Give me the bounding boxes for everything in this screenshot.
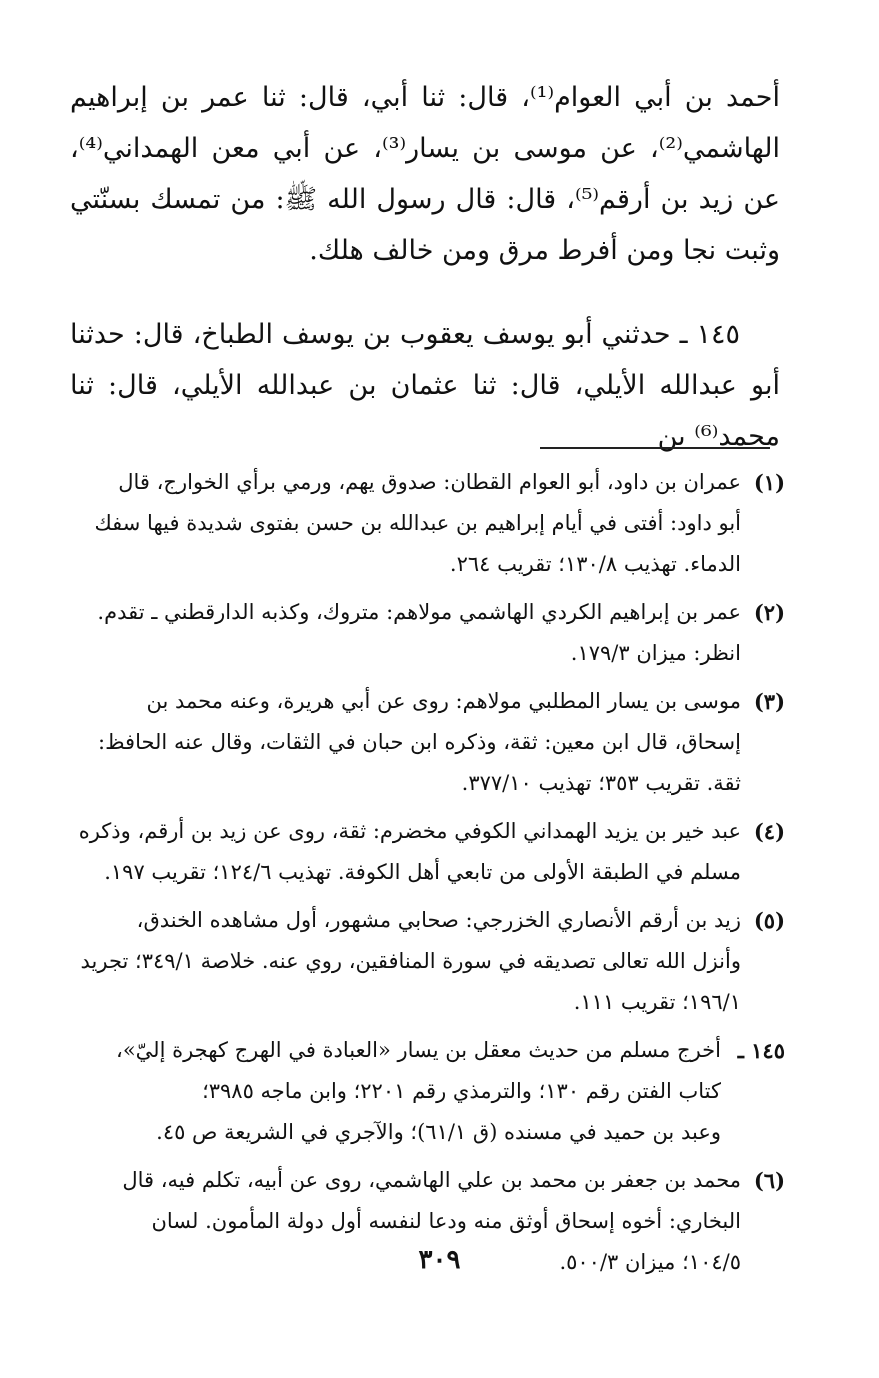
footnote-line: ثقة. تقريب ٣٥٣؛ تهذيب ٣٧٧/١٠.: [461, 771, 741, 795]
footnote-hadith-145: [70, 1030, 785, 1153]
footnote-line: انظر: ميزان ١٧٩/٣.: [570, 641, 741, 665]
footnote-line: وأنزل الله تعالى تصديقه في سورة المنافقين، روي عنه. خلاصة ٣٤٩/١؛ تجريد: [80, 949, 741, 973]
footnote-number: ١٤٥ ـ: [737, 1038, 785, 1063]
footnote-2: [70, 592, 785, 674]
page-number: ٣٠٩: [418, 1245, 461, 1275]
footnote-number: (٢): [753, 600, 785, 625]
footnote-line: محمد بن جعفر بن محمد بن علي الهاشمي، روى عن أبيه، تكلم فيه، قال: [122, 1168, 741, 1192]
footnote-number: (٦): [753, 1168, 785, 1193]
hadith-145-text: ١٤٥ ـ حدثني أبو يوسف يعقوب بن يوسف الطباخ، قال: حدثنا أبو عبدالله الأيلي، قال: ثنا عثمان بن عبدالله الأيلي، قال: ثنا محمد⁽⁶⁾ بن: [70, 319, 780, 452]
footnote-4: [70, 811, 785, 893]
footnote-line: إسحاق، قال ابن معين: ثقة، وذكره ابن حبان في الثقات، وقال عنه الحافظ:: [98, 730, 741, 754]
footnote-number: (٣): [753, 689, 785, 714]
footnote-line: زيد بن أرقم الأنصاري الخزرجي: صحابي مشهور، أول مشاهده الخندق،: [136, 908, 741, 932]
footnote-3: [70, 681, 785, 804]
footnote-line: عمران بن داود، أبو العوام القطان: صدوق يهم، ورمي برأي الخوارج، قال: [118, 470, 741, 494]
footnote-line: عبد خير بن يزيد الهمداني الكوفي مخضرم: ثقة، روى عن زيد بن أرقم، وذكره: [78, 819, 741, 843]
footnote-line: مسلم في الطبقة الأولى من تابعي أهل الكوفة. تهذيب ١٢٤/٦؛ تقريب ١٩٧.: [104, 860, 741, 884]
footnote-5: [70, 900, 785, 1023]
footnote-number: (٤): [753, 819, 785, 844]
footnote-number: (١): [753, 470, 785, 495]
footnote-line: وعبد بن حميد في مسنده (ق ٦١/١)؛ والآجري في الشريعة ص ٤٥.: [156, 1120, 721, 1144]
footnote-line: عمر بن إبراهيم الكردي الهاشمي مولاهم: متروك، وكذبه الدارقطني ـ تقدم.: [97, 600, 741, 624]
hadith-144-text: أحمد بن أبي العوام⁽¹⁾، قال: ثنا أبي، قال: ثنا عمر بن إبراهيم الهاشمي⁽²⁾، عن موسى بن يسار⁽³⁾، عن أبي معن الهمداني⁽⁴⁾، عن زيد بن أرقم⁽⁵⁾، قال: قال رسول الله ﷺ: من تمسك بسنّتي وثبت نجا ومن أفرط مرق ومن خالف هلك.: [70, 82, 780, 266]
footnote-1: [70, 462, 785, 585]
footnote-line: أخرج مسلم من حديث معقل بن يسار «العبادة في الهرج كهجرة إليّ»،: [116, 1038, 721, 1062]
footnote-line: الدماء. تهذيب ١٣٠/٨؛ تقريب ٢٦٤.: [449, 552, 741, 576]
footnote-number: (٥): [753, 908, 785, 933]
main-text: [70, 72, 780, 462]
footnote-line: ١٠٤/٥؛ ميزان ٥٠٠/٣.: [559, 1250, 741, 1274]
paragraph-gap: [70, 276, 780, 309]
footnote-line: كتاب الفتن رقم ١٣٠؛ والترمذي رقم ٢٢٠١؛ وابن ماجه ٣٩٨٥؛: [202, 1079, 721, 1103]
footnotes: [70, 462, 785, 1290]
footnote-line: البخاري: أخوه إسحاق أوثق منه ودعا لنفسه أول دولة المأمون. لسان: [151, 1209, 741, 1233]
footnote-line: ١٩٦/١؛ تقريب ١١١.: [573, 990, 741, 1014]
footnote-line: أبو داود: أفتى في أيام إبراهيم بن عبدالله بن حسن بفتوى شديدة فيها سفك: [94, 511, 741, 535]
footnote-line: موسى بن يسار المطلبي مولاهم: روى عن أبي هريرة، وعنه محمد بن: [146, 689, 741, 713]
footnote-separator: [540, 447, 770, 449]
